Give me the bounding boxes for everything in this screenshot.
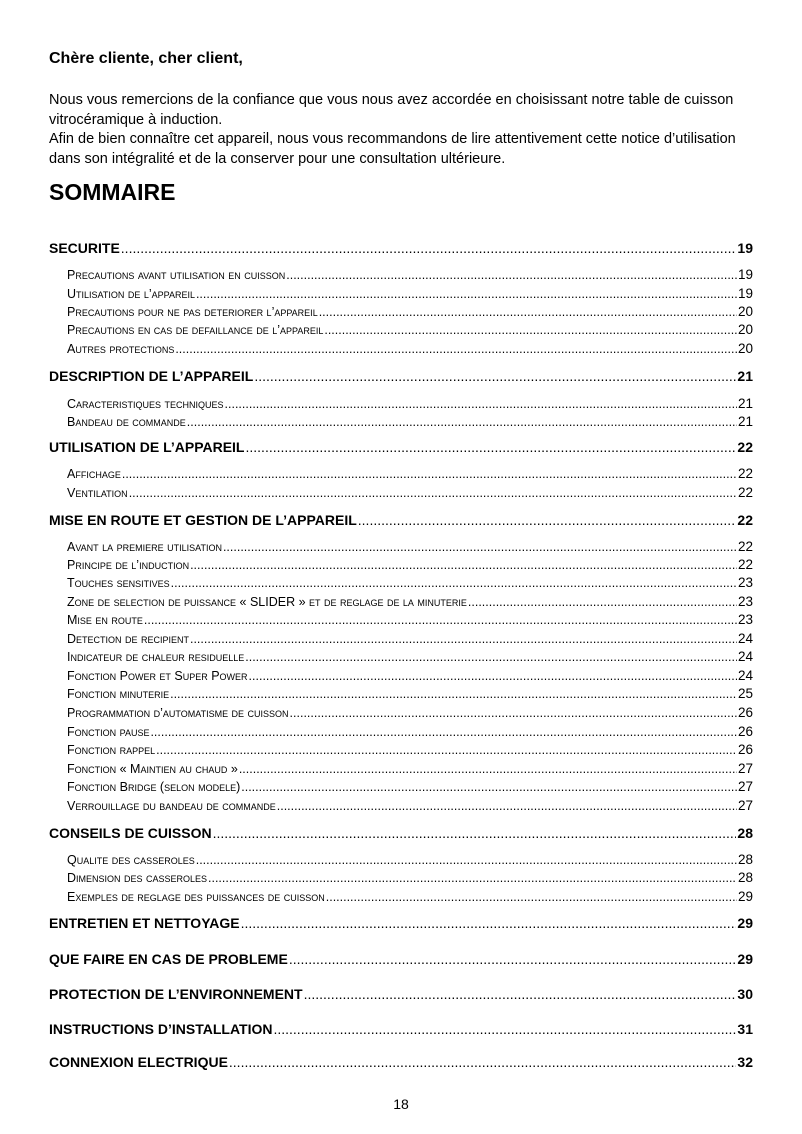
toc-entry-label: Fonction rappel: [67, 743, 156, 757]
toc-entry-page: 27: [737, 798, 753, 813]
toc-dot-leader: [286, 267, 737, 283]
toc-entry-label: Ventilation: [67, 486, 128, 500]
toc-dot-leader: [208, 870, 737, 886]
toc-section-entry[interactable]: [49, 239, 753, 257]
toc-entry-page: 30: [737, 986, 753, 1002]
greeting: Chère cliente, cher client,: [49, 50, 243, 67]
toc-entry-label: Precautions en cas de defaillance de l’appareil: [67, 323, 324, 337]
toc-entry-page: 21: [737, 396, 753, 411]
toc-entry-label: INSTRUCTIONS D’INSTALLATION: [49, 1021, 273, 1037]
toc-dot-leader: [326, 889, 737, 905]
toc-subsection-entry[interactable]: [67, 286, 753, 302]
toc-entry-label: DESCRIPTION DE L’APPAREIL: [49, 368, 254, 384]
toc-entry-page: 24: [737, 631, 753, 646]
toc-entry-label: PROTECTION DE L’ENVIRONNEMENT: [49, 986, 303, 1002]
toc-entry-page: 23: [737, 594, 753, 609]
toc-subsection-entry[interactable]: [67, 594, 753, 610]
page-number: 18: [393, 1096, 409, 1112]
toc-dot-leader: [249, 668, 737, 684]
toc-subsection-entry[interactable]: [67, 686, 753, 702]
toc-entry-page: 27: [737, 779, 753, 794]
toc-entry-label: Affichage: [67, 467, 121, 481]
toc-subsection-entry[interactable]: [67, 396, 753, 412]
toc-subsection-entry[interactable]: [67, 889, 753, 905]
toc-entry-page: 24: [737, 668, 753, 683]
toc-entry-page: 28: [737, 870, 753, 885]
toc-dot-leader: [273, 1020, 736, 1038]
toc-subsection-entry[interactable]: [67, 341, 753, 357]
toc-subsection-entry[interactable]: [67, 742, 753, 758]
toc-dot-leader: [239, 761, 737, 777]
toc-dot-leader: [122, 466, 737, 482]
toc-dot-leader: [290, 705, 737, 721]
toc-entry-page: 20: [737, 322, 753, 337]
toc-subsection-entry[interactable]: [67, 779, 753, 795]
toc-entry-page: 29: [737, 915, 753, 931]
toc-dot-leader: [196, 286, 737, 302]
toc-entry-label: Fonction pause: [67, 725, 150, 739]
toc-section-entry[interactable]: [49, 950, 753, 968]
toc-entry-page: 25: [737, 686, 753, 701]
toc-entry-page: 21: [737, 368, 753, 384]
toc-section-entry[interactable]: [49, 367, 753, 385]
toc-entry-label: Autres protections: [67, 342, 175, 356]
toc-entry-label: Touches sensitives: [67, 576, 170, 590]
toc-entry-page: 23: [737, 575, 753, 590]
toc-dot-leader: [156, 742, 737, 758]
toc-subsection-entry[interactable]: [67, 649, 753, 665]
toc-section-entry[interactable]: [49, 985, 753, 1003]
toc-section-entry[interactable]: [49, 1053, 753, 1071]
toc-entry-page: 21: [737, 414, 753, 429]
toc-entry-page: 22: [737, 512, 753, 528]
toc-dot-leader: [241, 779, 737, 795]
toc-entry-page: 28: [737, 825, 753, 841]
toc-entry-label: Precautions avant utilisation en cuisson: [67, 268, 286, 282]
toc-dot-leader: [190, 631, 737, 647]
toc-dot-leader: [190, 557, 737, 573]
toc-entry-page: 31: [737, 1021, 753, 1037]
toc-subsection-entry[interactable]: [67, 557, 753, 573]
toc-subsection-entry[interactable]: [67, 852, 753, 868]
toc-subsection-entry[interactable]: [67, 668, 753, 684]
toc-dot-leader: [245, 649, 737, 665]
toc-dot-leader: [277, 798, 737, 814]
toc-dot-leader: [196, 852, 737, 868]
toc-entry-label: QUE FAIRE EN CAS DE PROBLEME: [49, 951, 288, 967]
toc-entry-page: 29: [737, 889, 753, 904]
toc-entry-page: 22: [737, 557, 753, 572]
toc-entry-page: 28: [737, 852, 753, 867]
toc-entry-page: 19: [737, 267, 753, 282]
toc-entry-label: SECURITE: [49, 240, 120, 256]
toc-subsection-entry[interactable]: [67, 304, 753, 320]
toc-dot-leader: [223, 539, 737, 555]
toc-subsection-entry[interactable]: [67, 267, 753, 283]
toc-entry-label: Fonction Power et Super Power: [67, 669, 248, 683]
toc-entry-page: 19: [737, 240, 753, 256]
toc-subsection-entry[interactable]: [67, 798, 753, 814]
toc-entry-label: Exemples de reglage des puissances de cuisson: [67, 890, 325, 904]
toc-entry-page: 26: [737, 742, 753, 757]
toc-entry-label: Caracteristiques techniques: [67, 397, 224, 411]
toc-entry-label: Mise en route: [67, 613, 143, 627]
toc-dot-leader: [289, 950, 737, 968]
toc-entry-page: 22: [737, 466, 753, 481]
toc-subsection-entry[interactable]: [67, 575, 753, 591]
toc-section-entry[interactable]: [49, 1020, 753, 1038]
toc-subsection-entry[interactable]: [67, 539, 753, 555]
toc-dot-leader: [170, 686, 737, 702]
toc-dot-leader: [468, 594, 737, 610]
toc-dot-leader: [324, 322, 737, 338]
toc-subsection-entry[interactable]: [67, 631, 753, 647]
toc-entry-page: 27: [737, 761, 753, 776]
toc-entry-page: 24: [737, 649, 753, 664]
toc-subsection-entry[interactable]: [67, 761, 753, 777]
toc-entry-label: Bandeau de commande: [67, 415, 186, 429]
toc-dot-leader: [246, 438, 737, 456]
toc-dot-leader: [129, 485, 737, 501]
toc-dot-leader: [254, 367, 736, 385]
toc-entry-label: CONSEILS DE CUISSON: [49, 825, 212, 841]
toc-dot-leader: [121, 239, 737, 257]
toc-entry-label: CONNEXION ELECTRIQUE: [49, 1054, 228, 1070]
toc-entry-label: MISE EN ROUTE ET GESTION DE L’APPAREIL: [49, 512, 357, 528]
toc-subsection-entry[interactable]: [67, 466, 753, 482]
toc-entry-page: 26: [737, 705, 753, 720]
toc-dot-leader: [241, 914, 737, 932]
toc-subsection-entry[interactable]: [67, 322, 753, 338]
toc-entry-label: Verrouillage du bandeau de commande: [67, 799, 276, 813]
toc-dot-leader: [213, 824, 737, 842]
toc-subsection-entry[interactable]: [67, 485, 753, 501]
toc-entry-page: 23: [737, 612, 753, 627]
toc-dot-leader: [358, 511, 737, 529]
toc-subsection-entry[interactable]: [67, 870, 753, 886]
toc-entry-page: 26: [737, 724, 753, 739]
toc-title: SOMMAIRE: [49, 179, 176, 205]
toc-entry-label: Utilisation de l’appareil: [67, 287, 195, 301]
toc-dot-leader: [175, 341, 737, 357]
toc-dot-leader: [229, 1053, 737, 1071]
toc-entry-label: ENTRETIEN ET NETTOYAGE: [49, 915, 240, 931]
toc-entry-label: Zone de selection de puissance « SLIDER » et de reglage de la minuterie: [67, 595, 467, 609]
toc-subsection-entry[interactable]: [67, 724, 753, 740]
toc-entry-page: 19: [737, 286, 753, 301]
toc-entry-label: UTILISATION DE L’APPAREIL: [49, 439, 245, 455]
toc-entry-label: Qualite des casseroles: [67, 853, 195, 867]
toc-section-entry[interactable]: [49, 438, 753, 456]
toc-entry-page: 22: [737, 485, 753, 500]
toc-entry-label: Precautions pour ne pas deteriorer l’appareil: [67, 305, 318, 319]
toc-dot-leader: [144, 612, 737, 628]
toc-entry-label: Detection de recipient: [67, 632, 189, 646]
toc-subsection-entry[interactable]: [67, 414, 753, 430]
toc-entry-page: 22: [737, 539, 753, 554]
toc-entry-label: Fonction minuterie: [67, 687, 170, 701]
toc-dot-leader: [304, 985, 737, 1003]
toc-dot-leader: [171, 575, 737, 591]
toc-entry-page: 20: [737, 304, 753, 319]
intro-paragraph-2: Afin de bien connaître cet appareil, nous vous recommandons de lire attentivement cette notice d’utilisation dans son intégralité et de la conserver pour une consultation ultérieure.: [49, 131, 736, 167]
toc-dot-leader: [150, 724, 737, 740]
toc-entry-label: Avant la premiere utilisation: [67, 540, 222, 554]
toc-entry-page: 29: [737, 951, 753, 967]
toc-entry-label: Principe de l’induction: [67, 558, 190, 572]
toc-dot-leader: [319, 304, 737, 320]
toc-dot-leader: [187, 414, 737, 430]
toc-entry-label: Fonction « Maintien au chaud »: [67, 762, 238, 776]
intro-paragraph-1: Nous vous remercions de la confiance que vous nous avez accordée en choisissant notre table de cuisson vitrocéramique à induction.: [49, 92, 734, 128]
toc-entry-label: Indicateur de chaleur residuelle: [67, 650, 245, 664]
toc-entry-page: 32: [737, 1054, 753, 1070]
toc-section-entry[interactable]: [49, 511, 753, 529]
toc-entry-page: 20: [737, 341, 753, 356]
toc-subsection-entry[interactable]: [67, 705, 753, 721]
toc-section-entry[interactable]: [49, 824, 753, 842]
toc-entry-label: Fonction Bridge (selon modele): [67, 780, 241, 794]
intro-text: [49, 91, 753, 169]
toc-entry-label: Programmation d’automatisme de cuisson: [67, 706, 289, 720]
toc-subsection-entry[interactable]: [67, 612, 753, 628]
toc-section-entry[interactable]: [49, 914, 753, 932]
toc-entry-page: 22: [737, 439, 753, 455]
toc-dot-leader: [225, 396, 737, 412]
toc-entry-label: Dimension des casseroles: [67, 871, 208, 885]
